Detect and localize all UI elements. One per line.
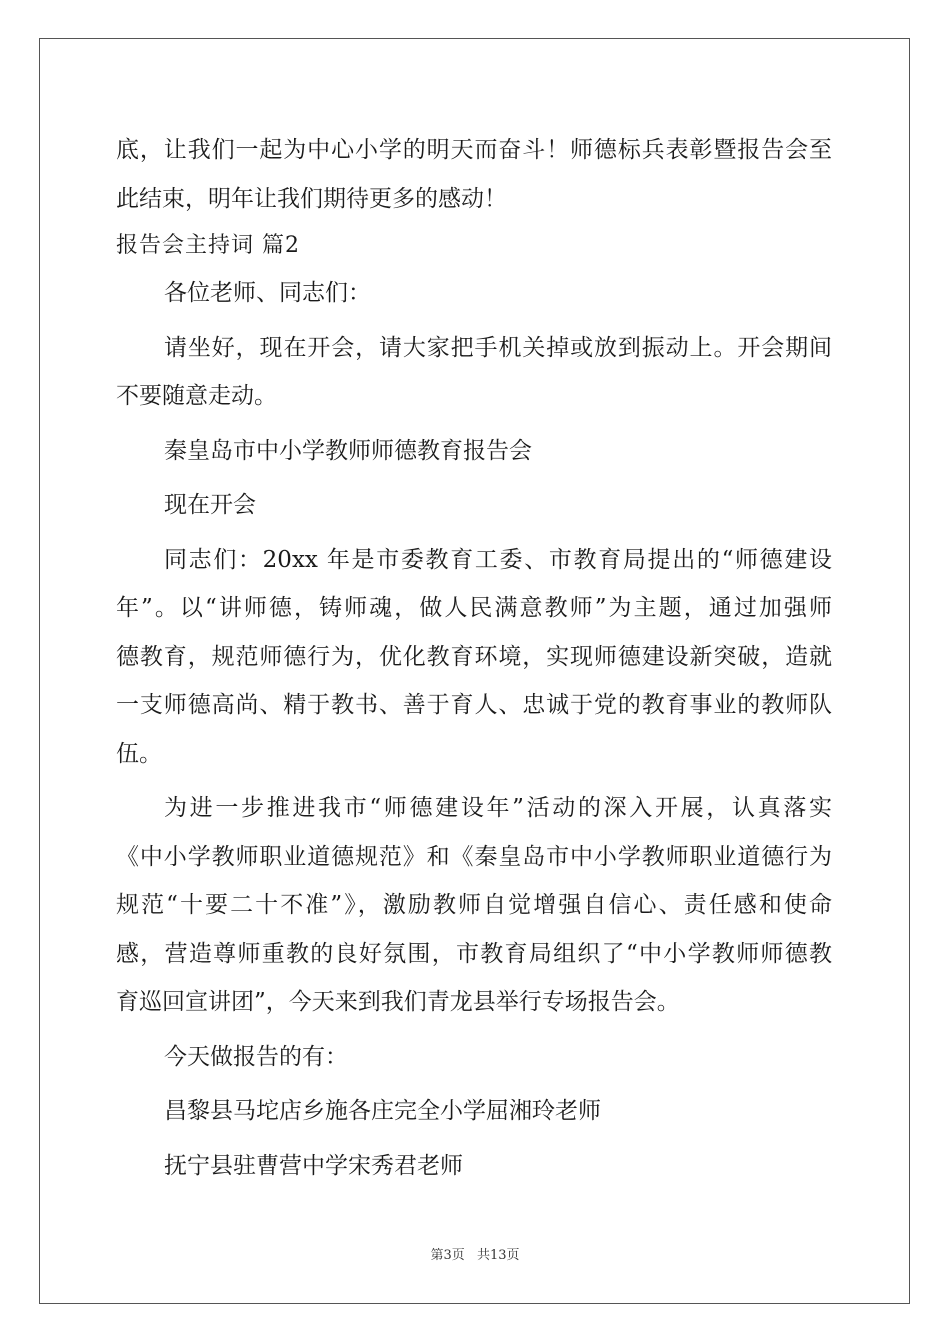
paragraph-line: 同志们：20xx 年是市委教育工委、市教育局提出的“师德建设 — [164, 546, 832, 573]
paragraph-line: 年”。以“讲师德，铸师魂，做人民满意教师”为主题，通过加强师 — [116, 595, 832, 621]
paragraph-line: 此结束，明年让我们期待更多的感动！ — [116, 185, 507, 212]
paragraph-line: 一支师德高尚、精于教书、善于育人、忠诚于党的教育事业的教师队 — [116, 692, 832, 718]
paragraph-line: 育巡回宣讲团”，今天来到我们青龙县举行专场报告会。 — [116, 989, 680, 1015]
page-number: 第3页 — [430, 1248, 465, 1263]
paragraph-line: 底，让我们一起为中心小学的明天而奋斗！师德标兵表彰暨报告会至 — [116, 137, 832, 163]
paragraph-line: 抚宁县驻曹营中学宋秀君老师 — [164, 1152, 463, 1179]
section-heading: 报告会主持词 篇2 — [116, 233, 300, 258]
paragraph-line: 现在开会 — [164, 492, 256, 518]
paragraph-line: 规范“十要二十不准”》，激励教师自觉增强自信心、责任感和使命 — [116, 892, 832, 918]
page-footer — [0, 1244, 950, 1263]
paragraph-line: 请坐好，现在开会，请大家把手机关掉或放到振动上。开会期间 — [164, 334, 832, 361]
paragraph-line: 今天做报告的有： — [164, 1043, 348, 1070]
paragraph-line: 德教育，规范师德行为，优化教育环境，实现师德建设新突破，造就 — [116, 643, 832, 670]
paragraph-line: 为进一步推进我市“师德建设年”活动的深入开展，认真落实 — [164, 795, 832, 821]
paragraph-line: 感，营造尊师重教的良好氛围，市教育局组织了“中小学教师师德教 — [116, 940, 832, 967]
paragraph-line: 秦皇岛市中小学教师师德教育报告会 — [164, 437, 532, 464]
greeting-line: 各位老师、同志们： — [164, 280, 371, 306]
paragraph-line: 昌黎县马坨店乡施各庄完全小学屈湘玲老师 — [164, 1098, 601, 1124]
paragraph-line: 《中小学教师职业道德规范》和《秦皇岛市中小学教师职业道德行为 — [116, 843, 832, 870]
document-body — [116, 126, 832, 1190]
paragraph-line: 不要随意走动。 — [116, 383, 277, 409]
page-total: 共13页 — [476, 1248, 520, 1263]
paragraph-line: 伍。 — [116, 740, 162, 767]
